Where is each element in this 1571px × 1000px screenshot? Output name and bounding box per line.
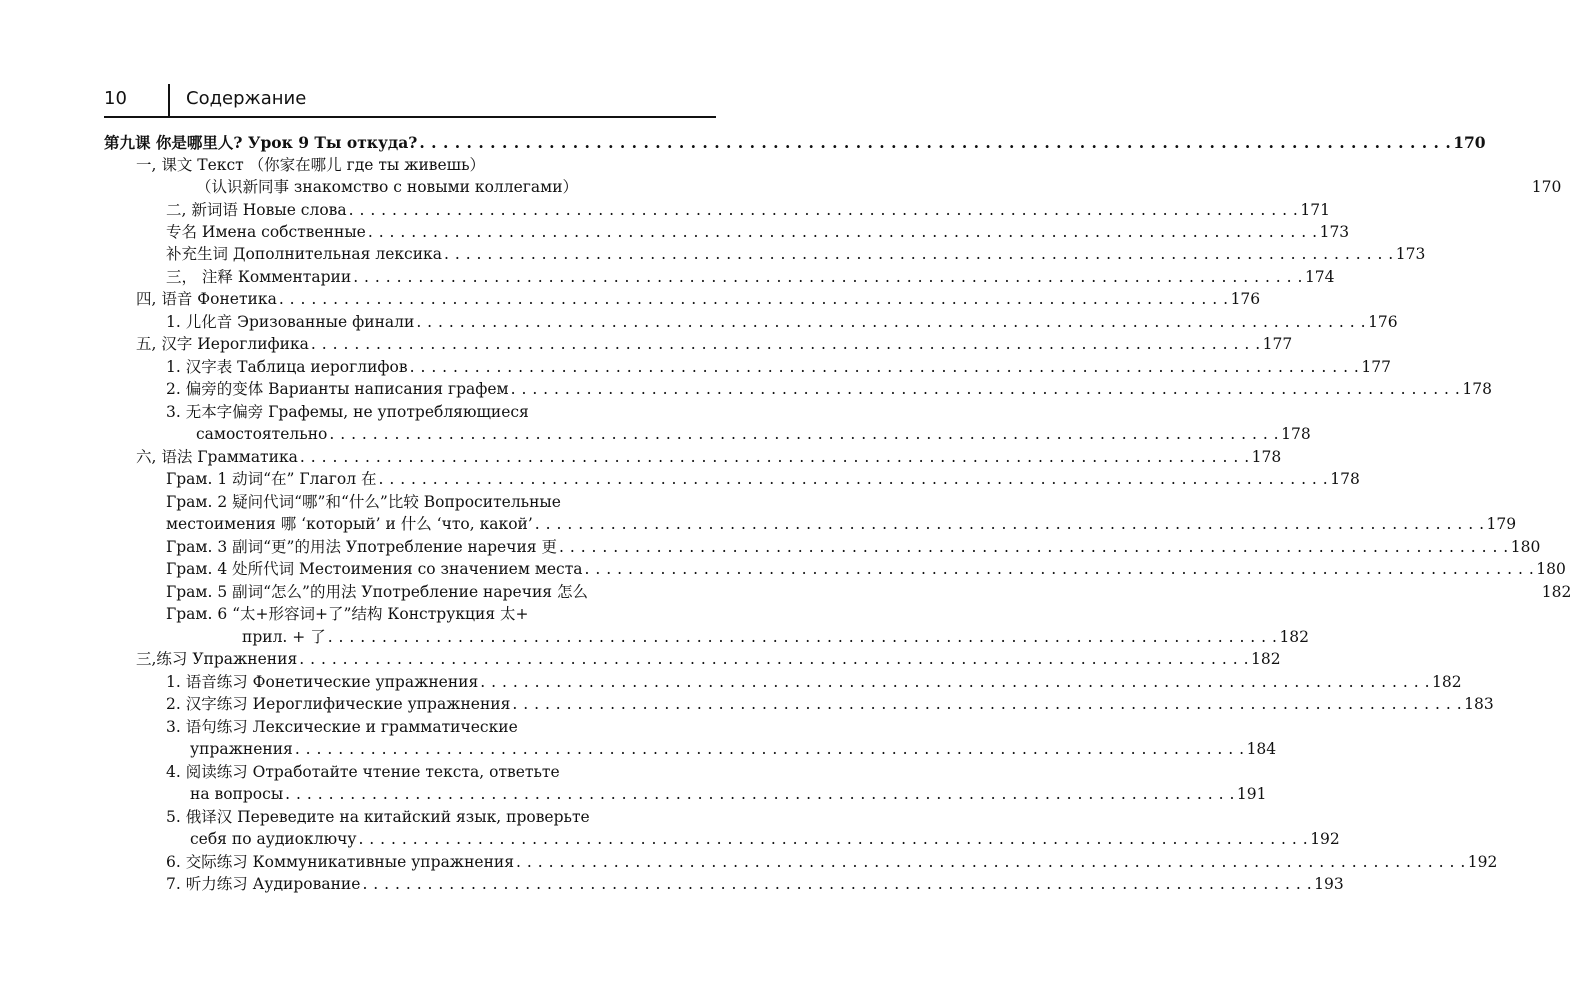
toc-entry-page: 171 bbox=[1300, 201, 1330, 219]
leader-dots bbox=[416, 311, 1366, 333]
toc-entry-title: себя по аудиоключу bbox=[190, 830, 357, 848]
toc-entry-ex-translation-cont[interactable] bbox=[190, 828, 1340, 850]
running-header bbox=[104, 84, 716, 116]
toc-entry-grammar[interactable] bbox=[136, 446, 1282, 468]
toc-entry-gram-6[interactable] bbox=[166, 603, 720, 625]
toc-entry-title: 6. 交际练习 Коммуникативные упражнения bbox=[166, 853, 515, 871]
toc-entry-extra-vocab[interactable] bbox=[166, 243, 1426, 265]
toc-entry-gram-2[interactable] bbox=[166, 491, 720, 513]
toc-entry-ex-lexical[interactable] bbox=[166, 716, 720, 738]
leader-dots bbox=[362, 873, 1312, 895]
toc-entry-gram-4[interactable] bbox=[166, 558, 1566, 580]
toc-entry-gram-1[interactable] bbox=[166, 468, 1360, 490]
toc-entry-gram-5[interactable] bbox=[166, 581, 1571, 603]
toc-entry-page: 177 bbox=[1361, 358, 1391, 376]
toc-entry-title: 一, 课文 Текст （你家在哪儿 где ты живешь） bbox=[136, 156, 486, 174]
toc-entry-radical-variants[interactable] bbox=[166, 378, 1492, 400]
leader-dots bbox=[585, 558, 1535, 580]
toc-entry-title: 专名 Имена собственные bbox=[166, 223, 366, 241]
toc-entry-gram-2-cont[interactable] bbox=[166, 513, 1517, 535]
toc-entry-title: упражнения bbox=[190, 740, 293, 758]
toc-entry-comments[interactable] bbox=[166, 266, 1335, 288]
toc-entry-title: Грам. 6 “太+形容词+了”结构 Конструкция 太+ bbox=[166, 605, 529, 623]
toc-entry-page: 178 bbox=[1462, 380, 1492, 398]
toc-entry-title: 四, 语音 Фонетика bbox=[136, 290, 277, 308]
toc-entry-ex-lexical-cont[interactable] bbox=[190, 738, 1277, 760]
leader-dots bbox=[516, 851, 1466, 873]
toc-entry-ex-characters[interactable] bbox=[166, 693, 1494, 715]
toc-entry-page: 178 bbox=[1251, 448, 1282, 466]
toc-entry-title: Грам. 2 疑问代词“哪”和“什么”比较 Вопросительные bbox=[166, 493, 561, 511]
toc-entry-page: 174 bbox=[1304, 268, 1335, 286]
leader-dots bbox=[368, 221, 1318, 243]
toc-entry-title: 4. 阅读练习 Отработайте чтение текста, ответьте bbox=[166, 763, 560, 781]
toc-entry-title: 五, 汉字 Иероглифика bbox=[136, 335, 309, 353]
toc-entry-page: 170 bbox=[1453, 133, 1486, 152]
toc-entry-page: 192 bbox=[1467, 853, 1498, 871]
leader-dots bbox=[419, 132, 1451, 154]
toc-entry-page: 182 bbox=[1432, 673, 1462, 691]
toc-entry-erhua[interactable] bbox=[166, 311, 1398, 333]
toc-entry-title: 1. 儿化音 Эризованные финали bbox=[166, 313, 415, 331]
header-rule bbox=[104, 116, 716, 118]
leader-dots bbox=[295, 738, 1245, 760]
toc-entry-gram-3[interactable] bbox=[166, 536, 1541, 558]
toc-entry-ex-communicative[interactable] bbox=[166, 851, 1498, 873]
toc-entry-phonetics[interactable] bbox=[136, 288, 1261, 310]
leader-dots bbox=[329, 423, 1279, 445]
toc-entry-ex-translation[interactable] bbox=[166, 806, 720, 828]
toc-entry-page: 183 bbox=[1464, 695, 1494, 713]
toc-entry-text-2[interactable] bbox=[196, 176, 1562, 198]
toc-entry-title: 2. 汉字练习 Иероглифические упражнения bbox=[166, 695, 511, 713]
toc-entry-page: 173 bbox=[1319, 223, 1350, 241]
leader-dots bbox=[535, 513, 1485, 535]
header-title: Содержание bbox=[186, 88, 307, 109]
toc-entry-page: 192 bbox=[1310, 830, 1340, 848]
leader-dots bbox=[378, 468, 1328, 490]
leader-dots bbox=[358, 828, 1308, 850]
page-number: 10 bbox=[104, 88, 127, 109]
toc-entry-new-words[interactable] bbox=[166, 199, 1330, 221]
toc-entry-title: 2. 偏旁的变体 Варианты написания графем bbox=[166, 380, 509, 398]
toc-entry-title: 二, 新词语 Новые слова bbox=[166, 201, 347, 219]
toc-entry-page: 191 bbox=[1236, 785, 1267, 803]
leader-dots bbox=[279, 288, 1229, 310]
toc-entry-title: 三,练习 Упражнения bbox=[136, 650, 298, 668]
leader-dots bbox=[512, 693, 1462, 715]
toc-entry-title: 补充生词 Дополнительная лексика bbox=[166, 245, 442, 263]
toc-entry-page: 177 bbox=[1262, 335, 1293, 353]
toc-entry-page: 182 bbox=[1279, 628, 1310, 646]
toc-entry-title: 1. 汉字表 Таблица иероглифов bbox=[166, 358, 408, 376]
toc-entry-page: 179 bbox=[1486, 515, 1517, 533]
leader-dots bbox=[285, 783, 1235, 805]
toc-entry-title: 5. 俄译汉 Переведите на китайский язык, проверьте bbox=[166, 808, 590, 826]
toc-entry-title: 3. 无本字偏旁 Графемы, не употребляющиеся bbox=[166, 403, 529, 421]
toc-entry-page: 176 bbox=[1230, 290, 1261, 308]
leader-dots bbox=[328, 626, 1278, 648]
toc-entry-title: 六, 语法 Грамматика bbox=[136, 448, 298, 466]
leader-dots bbox=[299, 648, 1249, 670]
toc-entry-page: 193 bbox=[1314, 875, 1344, 893]
toc-entry-gram-6-cont[interactable] bbox=[242, 626, 1310, 648]
toc-entry-title: местоимения 哪 ‘который’ и 什么 ‘что, какой’ bbox=[166, 515, 533, 533]
leader-dots bbox=[410, 356, 1360, 378]
toc-entry-page: 170 bbox=[1531, 178, 1562, 196]
toc-entry-dependent-radicals-2[interactable] bbox=[196, 423, 1311, 445]
toc-entry-title: 7. 听力练习 Аудирование bbox=[166, 875, 361, 893]
leader-dots bbox=[353, 266, 1303, 288]
toc-entry-character-table[interactable] bbox=[166, 356, 1391, 378]
toc-entry-lesson-9[interactable] bbox=[104, 132, 1486, 154]
toc-entry-page: 176 bbox=[1368, 313, 1398, 331]
toc-entry-exercises[interactable] bbox=[136, 648, 1281, 670]
leader-dots bbox=[444, 243, 1394, 265]
toc-entry-title: Грам. 3 副词“更”的用法 Употребление наречия 更 bbox=[166, 538, 557, 556]
toc-entry-title: на вопросы bbox=[190, 785, 284, 803]
toc-entry-dependent-radicals[interactable] bbox=[166, 401, 720, 423]
toc-entry-title: самостоятельно bbox=[196, 425, 328, 443]
leader-dots bbox=[349, 199, 1299, 221]
toc-entry-title: прил. + 了 bbox=[242, 628, 326, 646]
toc-entry-page: 180 bbox=[1536, 560, 1566, 578]
toc-entry-title: 1. 语音练习 Фонетические упражнения bbox=[166, 673, 479, 691]
leader-dots bbox=[480, 671, 1430, 693]
header-divider bbox=[168, 84, 170, 116]
toc-entry-title: 3. 语句练习 Лексические и грамматические bbox=[166, 718, 518, 736]
toc-entry-page: 178 bbox=[1281, 425, 1311, 443]
toc-entry-page: 182 bbox=[1251, 650, 1281, 668]
leader-dots bbox=[559, 536, 1509, 558]
toc-entry-title: 第九课 你是哪里人? Урок 9 Ты откуда? bbox=[104, 133, 418, 152]
toc-entry-ex-listening[interactable] bbox=[166, 873, 1344, 895]
toc-entry-ex-reading-cont[interactable] bbox=[190, 783, 1267, 805]
leader-dots bbox=[311, 333, 1261, 355]
toc-entry-characters[interactable] bbox=[136, 333, 1293, 355]
toc-entry-page: 178 bbox=[1330, 470, 1360, 488]
toc-entry-title: Грам. 4 处所代词 Местоимения со значением места bbox=[166, 560, 583, 578]
leader-dots bbox=[300, 446, 1250, 468]
toc-entry-page: 182 bbox=[1541, 583, 1571, 601]
toc-entry-title: 三， 注释 Комментарии bbox=[166, 268, 352, 286]
toc-entry-page: 180 bbox=[1510, 538, 1541, 556]
toc-entry-page: 173 bbox=[1395, 245, 1426, 263]
toc-entry-title: Грам. 1 动词“在” Глагол 在 bbox=[166, 470, 377, 488]
toc-entry-text[interactable] bbox=[136, 154, 720, 176]
toc-entry-title: Грам. 5 副词“怎么”的用法 Употребление наречия 怎么 bbox=[166, 583, 588, 601]
toc-entry-ex-reading[interactable] bbox=[166, 761, 720, 783]
toc-entry-ex-phonetic[interactable] bbox=[166, 671, 1462, 693]
toc-entry-proper-names[interactable] bbox=[166, 221, 1350, 243]
toc-entry-title: （认识新同事 знакомство с новыми коллегами） bbox=[196, 178, 579, 196]
toc-entry-page: 184 bbox=[1246, 740, 1277, 758]
leader-dots bbox=[511, 378, 1461, 400]
